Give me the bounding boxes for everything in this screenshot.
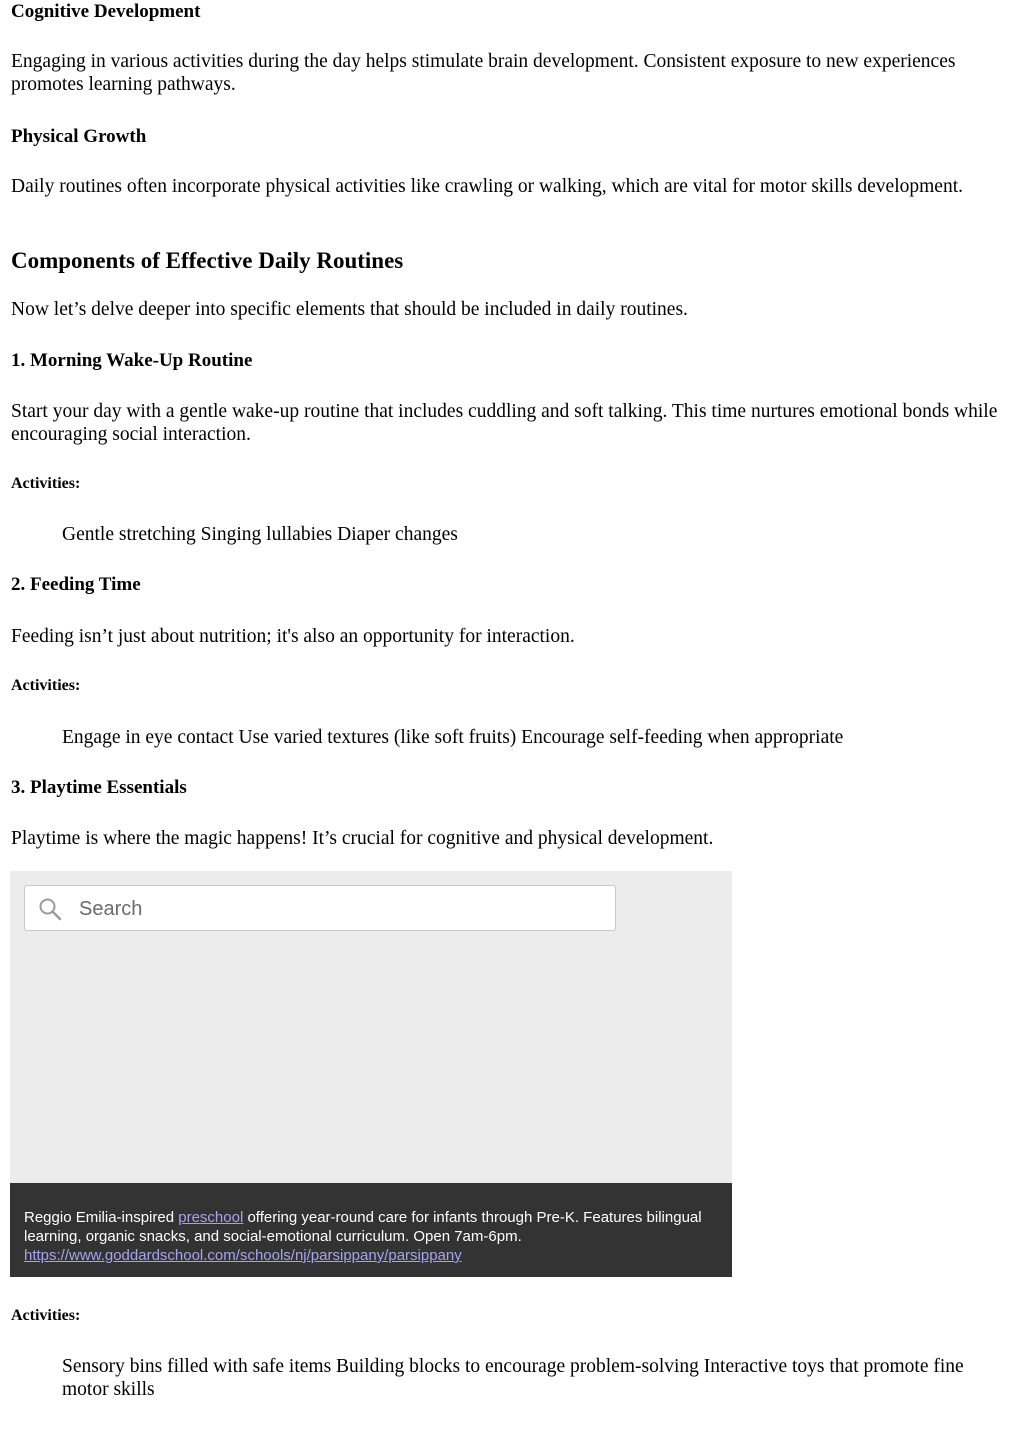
label-activities-feeding: Activities: — [11, 677, 81, 694]
paragraph-playtime: Playtime is where the magic happens! It’s crucial for cognitive and physical development. — [11, 828, 714, 849]
heading-components: Components of Effective Daily Routines — [11, 248, 404, 273]
paragraph-feeding: Feeding isn’t just about nutrition; it's also an opportunity for interaction. — [11, 626, 575, 647]
heading-cognitive-development: Cognitive Development — [11, 1, 201, 22]
heading-playtime: 3. Playtime Essentials — [11, 777, 187, 798]
list-activities-feeding: Engage in eye contact Use varied textures (like soft fruits) Encourage self-feeding when appropriate — [62, 727, 844, 748]
list-activities-morning: Gentle stretching Singing lullabies Diaper changes — [62, 524, 458, 545]
caption-text-before: Reggio Emilia-inspired — [24, 1209, 179, 1226]
preschool-link[interactable]: preschool — [178, 1209, 244, 1226]
search-input[interactable] — [77, 886, 611, 932]
paragraph-morning: Start your day with a gentle wake-up routine that includes cuddling and soft talking. This time nurtures emotional bonds while encouraging social interaction. — [11, 401, 998, 445]
search-box[interactable] — [24, 885, 616, 931]
caption-text-after: offering year-round care for infants through Pre-K. Features bilingual learning, organic snacks, and social-emotional curriculum. Open 7am-6pm. — [24, 1209, 702, 1245]
map-widget[interactable] — [10, 871, 732, 1277]
heading-physical-growth: Physical Growth — [11, 126, 147, 147]
heading-morning-routine: 1. Morning Wake-Up Routine — [11, 350, 253, 371]
paragraph-physical: Daily routines often incorporate physical activities like crawling or walking, which are vital for motor skills development. — [11, 176, 963, 197]
search-icon — [38, 897, 62, 921]
heading-feeding-time: 2. Feeding Time — [11, 574, 141, 595]
label-activities-morning: Activities: — [11, 475, 81, 492]
paragraph-components-intro: Now let’s delve deeper into specific elements that should be included in daily routines. — [11, 299, 688, 320]
school-url-link[interactable]: https://www.goddardschool.com/schools/nj/parsippany/parsippany — [24, 1247, 462, 1264]
label-activities-playtime: Activities: — [11, 1307, 81, 1324]
map-caption — [10, 1183, 732, 1277]
list-activities-playtime: Sensory bins filled with safe items Building blocks to encourage problem-solving Interactive toys that promote fine motor skills — [62, 1356, 964, 1400]
paragraph-cognitive: Engaging in various activities during the day helps stimulate brain development. Consistent exposure to new experiences promotes learning pathways. — [11, 51, 956, 95]
